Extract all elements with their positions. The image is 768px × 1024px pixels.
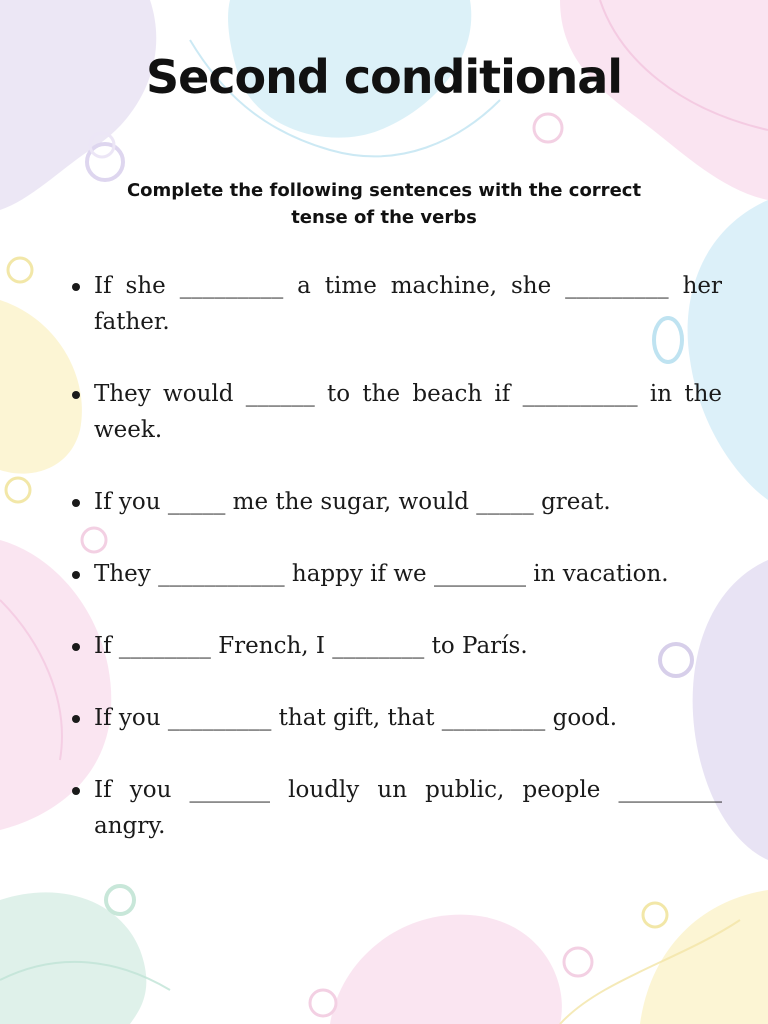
bullet-icon: [72, 643, 80, 651]
list-item: [72, 700, 722, 736]
list-item: [72, 628, 722, 664]
sentence-text: They would ______ to the beach if __________ in the week.: [94, 381, 722, 443]
list-item: [72, 484, 722, 520]
sentence-text: If you _______ loudly un public, people _________ angry.: [94, 777, 722, 839]
sentence-text: If she _________ a time machine, she _________ her father.: [94, 273, 722, 335]
instructions: Complete the following sentences with the correct tense of the verbs: [126, 180, 642, 228]
sentence-list: [72, 268, 722, 880]
bullet-icon: [72, 571, 80, 579]
sentence-text: They ___________ happy if we ________ in vacation.: [94, 561, 669, 587]
list-item: [72, 772, 722, 844]
page-title: Second conditional: [145, 50, 623, 104]
bullet-icon: [72, 283, 80, 291]
bullet-icon: [72, 499, 80, 507]
sentence-text: If you _________ that gift, that _________ good.: [94, 705, 618, 731]
sentence-text: If you _____ me the sugar, would _____ great.: [94, 489, 611, 515]
sentence-text: If ________ French, I ________ to París.: [94, 633, 528, 659]
list-item: [72, 556, 722, 592]
bullet-icon: [72, 391, 80, 399]
list-item: [72, 376, 722, 448]
bullet-icon: [72, 715, 80, 723]
bullet-icon: [72, 787, 80, 795]
list-item: [72, 268, 722, 340]
